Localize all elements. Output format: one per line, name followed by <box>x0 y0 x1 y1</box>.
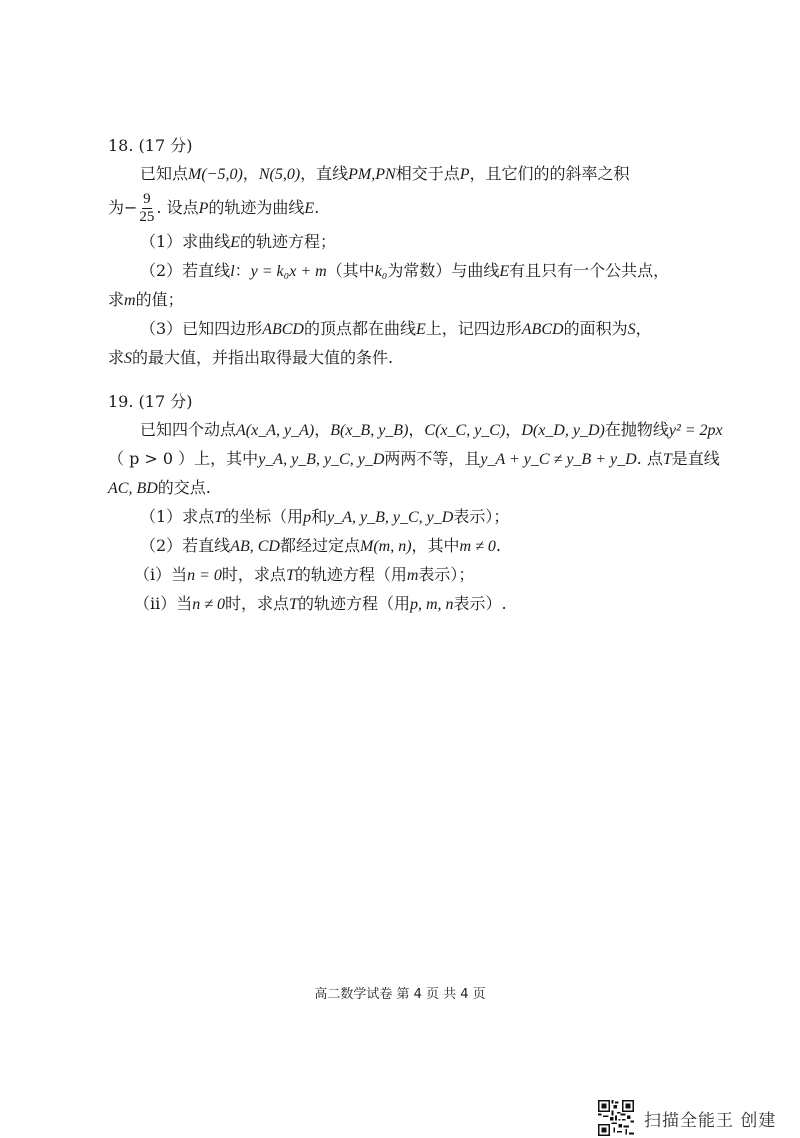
question-18-part-3-cont: 求S的最大值，并指出取得最大值的条件. <box>108 348 394 367</box>
question-19-intro-line1: 已知四个动点A(x_A, y_A)，B(x_B, y_B)，C(x_C, y_C)，D(x_D, y_D)在抛物线y² = 2px <box>140 420 723 439</box>
point-a: A(x_A, y_A) <box>236 422 315 439</box>
scanner-watermark <box>598 1098 776 1138</box>
question-19 <box>108 388 723 619</box>
point-m: M(−5,0) <box>188 166 243 183</box>
point-d: D(x_D, y_D) <box>521 422 605 439</box>
question-19-part-2: （2）若直线AB, CD都经过定点M(m, n)，其中m ≠ 0. <box>140 536 501 555</box>
question-18-part-1: （1）求曲线E的轨迹方程； <box>140 232 336 251</box>
inequality: y_A + y_C ≠ y_B + y_D <box>480 451 637 468</box>
slope-product-fraction: $\frac{9}{25}$ <box>139 191 155 225</box>
question-18 <box>108 132 698 373</box>
scanner-brand-text: 扫描全能王 创建 <box>644 1110 777 1131</box>
point-n: N(5,0) <box>258 166 301 183</box>
qr-code-icon <box>598 1100 634 1136</box>
point-c: C(x_C, y_C) <box>424 422 506 439</box>
question-18-intro-line1: 已知点M(−5,0)，N(5,0)，直线PM,PN相交于点P，且它们的的斜率之积 <box>140 164 630 183</box>
question-19-header: 19. (17 分) <box>108 392 193 411</box>
question-19-intro-line2: （ p > 0 ）上，其中y_A, y_B, y_C, y_D两两不等，且y_A + y_C ≠ y_B + y_D. 点T是直线 <box>108 449 720 468</box>
question-18-part-3: （3）已知四边形ABCD的顶点都在曲线E上，记四边形ABCD的面积为S， <box>140 319 652 338</box>
question-19-subpart-i: （ⅰ）当n = 0时，求点T的轨迹方程（用m表示）； <box>134 565 475 584</box>
question-19-part-1: （1）求点T的坐标（用p和y_A, y_B, y_C, y_D表示）； <box>140 507 510 526</box>
lines-pm-pn: PM,PN <box>348 166 396 183</box>
question-18-intro-line2: 为− $\frac{9}{25}$ . 设点P的轨迹为曲线E. <box>108 191 320 225</box>
point-b: B(x_B, y_B) <box>330 422 409 439</box>
question-18-part-2-cont: 求m的值； <box>108 290 184 309</box>
question-19-subpart-ii: （ⅱ）当n ≠ 0时，求点T的轨迹方程（用p, m, n表示）. <box>134 594 507 613</box>
line-equation: y = k₀x + m <box>250 263 327 280</box>
page-footer: 高二数学试卷 第 4 页 共 4 页 <box>314 987 486 1002</box>
question-18-header: 18. (17 分) <box>108 136 193 155</box>
question-19-intro-line3: AC, BD的交点. <box>108 478 211 497</box>
parabola-equation: y² = 2px <box>668 422 723 439</box>
question-18-part-2: （2）若直线l：y = k₀x + m（其中k₀为常数）与曲线E有且只有一个公共点， <box>140 261 670 280</box>
